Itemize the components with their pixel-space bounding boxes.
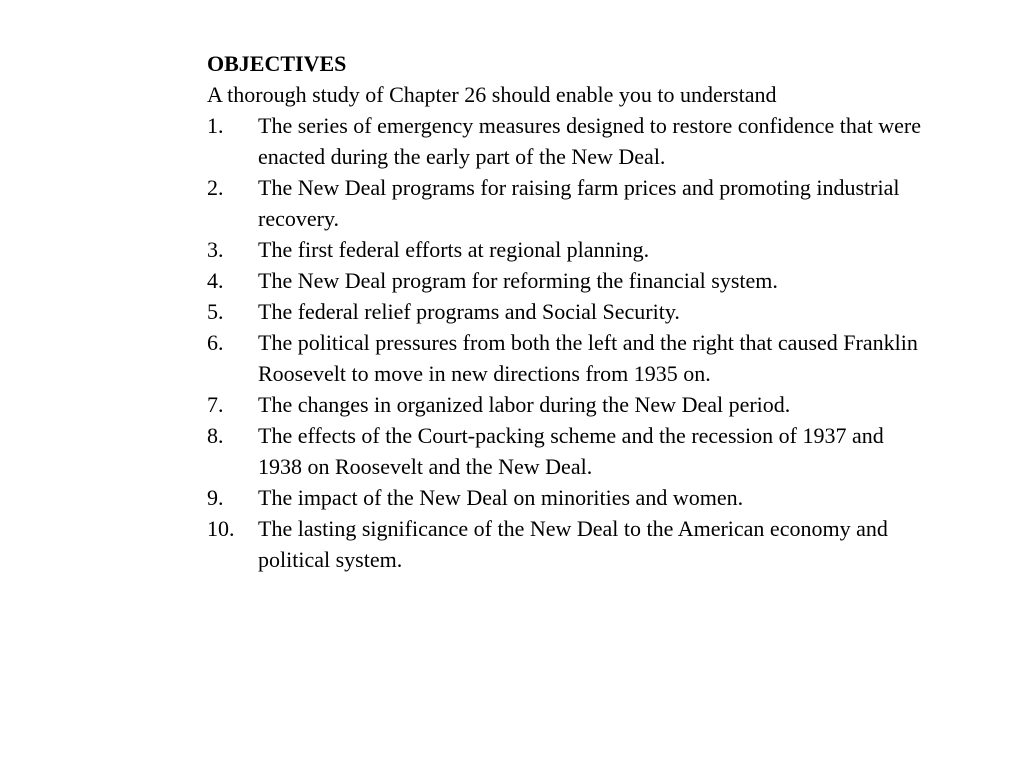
item-number: 2. [207, 175, 224, 200]
item-number: 7. [207, 392, 224, 417]
item-text: The effects of the Court-packing scheme and the recession of 1937 and 1938 on Roosevelt and the New Deal. [258, 423, 884, 479]
item-text: The New Deal program for reforming the financial system. [258, 268, 778, 293]
item-number: 9. [207, 485, 224, 510]
list-item [207, 327, 922, 389]
item-number: 1. [207, 113, 224, 138]
page-title: OBJECTIVES [207, 51, 347, 76]
list-item [207, 265, 922, 296]
list-item [207, 513, 922, 575]
intro-text: A thorough study of Chapter 26 should enable you to understand [207, 82, 777, 107]
objectives-list [207, 110, 922, 575]
list-item [207, 389, 922, 420]
item-text: The federal relief programs and Social Security. [258, 299, 680, 324]
list-item [207, 234, 922, 265]
list-item [207, 482, 922, 513]
item-text: The changes in organized labor during the New Deal period. [258, 392, 791, 417]
item-number: 8. [207, 423, 224, 448]
item-number: 5. [207, 299, 224, 324]
item-text: The impact of the New Deal on minorities and women. [258, 485, 744, 510]
item-text: The first federal efforts at regional planning. [258, 237, 650, 262]
item-text: The lasting significance of the New Deal to the American economy and political system. [258, 516, 888, 572]
list-item [207, 420, 922, 482]
list-item [207, 296, 922, 327]
item-number: 3. [207, 237, 224, 262]
slide-content [207, 48, 922, 575]
item-text: The New Deal programs for raising farm prices and promoting industrial recovery. [258, 175, 900, 231]
item-number: 10. [207, 516, 235, 541]
list-item [207, 172, 922, 234]
list-item [207, 110, 922, 172]
item-text: The series of emergency measures designed to restore confidence that were enacted during the early part of the New Deal. [258, 113, 921, 169]
item-text: The political pressures from both the left and the right that caused Franklin Roosevelt to move in new directions from 1935 on. [258, 330, 918, 386]
item-number: 6. [207, 330, 224, 355]
item-number: 4. [207, 268, 224, 293]
